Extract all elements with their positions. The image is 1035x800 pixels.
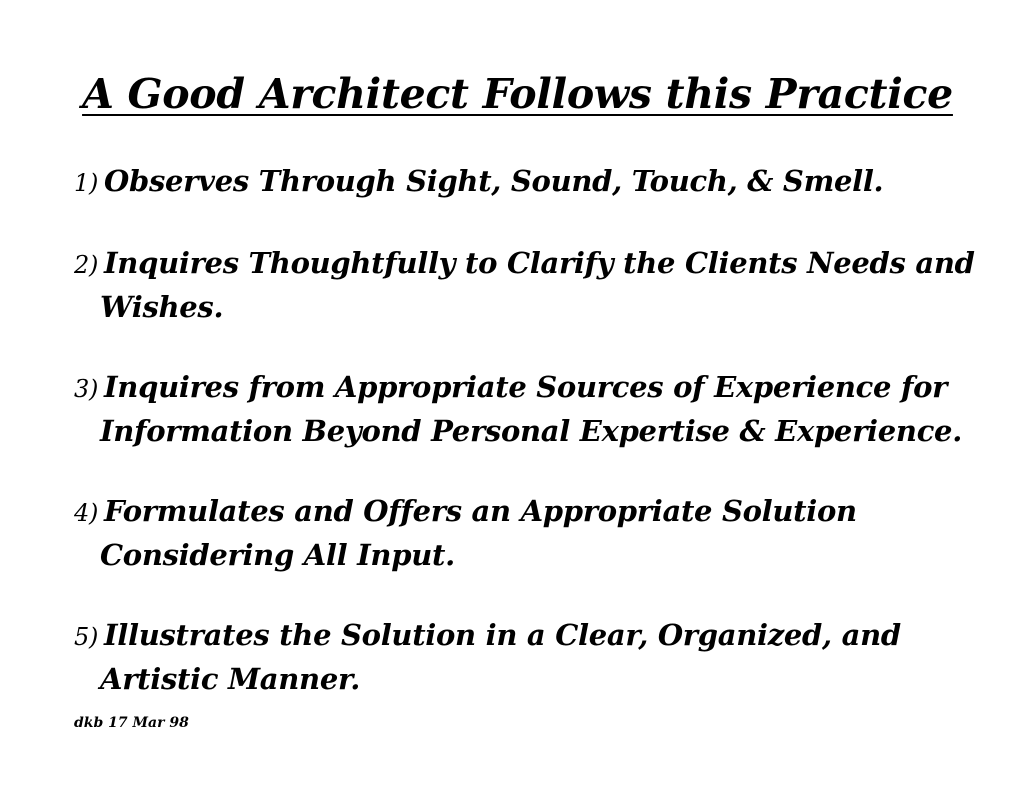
list-item-line: [74, 490, 974, 534]
list-item: [74, 366, 974, 452]
list-item-number: 2): [74, 251, 99, 279]
list-item-continuation: Wishes.: [100, 290, 224, 324]
practice-list: [74, 160, 974, 738]
list-item-continuation: Information Beyond Personal Expertise & Experience.: [100, 414, 963, 448]
list-item-number: 5): [74, 623, 99, 651]
list-item-text: Inquires from Appropriate Sources of Experience for: [104, 370, 948, 404]
list-item-line: [74, 366, 974, 410]
list-item-text: Illustrates the Solution in a Clear, Organized, and: [104, 618, 901, 652]
list-item-line: [74, 242, 974, 286]
list-item: [74, 160, 974, 204]
list-item: [74, 614, 974, 700]
list-item-text: Observes Through Sight, Sound, Touch, & Smell.: [104, 164, 884, 198]
list-item-number: 1): [74, 169, 99, 197]
list-item-continuation: Considering All Input.: [100, 538, 455, 572]
list-item: [74, 242, 974, 328]
list-item: [74, 490, 974, 576]
list-item-number: 4): [74, 499, 99, 527]
list-item-line: [74, 160, 974, 204]
list-item-continuation: Artistic Manner.: [100, 662, 361, 696]
author-date-footer: dkb 17 Mar 98: [74, 715, 189, 731]
page-title: A Good Architect Follows this Practice: [82, 70, 953, 118]
list-item-number: 3): [74, 375, 99, 403]
list-item-text: Inquires Thoughtfully to Clarify the Clients Needs and: [104, 246, 975, 280]
list-item-line: [74, 614, 974, 658]
list-item-text: Formulates and Offers an Appropriate Solution: [104, 494, 857, 528]
